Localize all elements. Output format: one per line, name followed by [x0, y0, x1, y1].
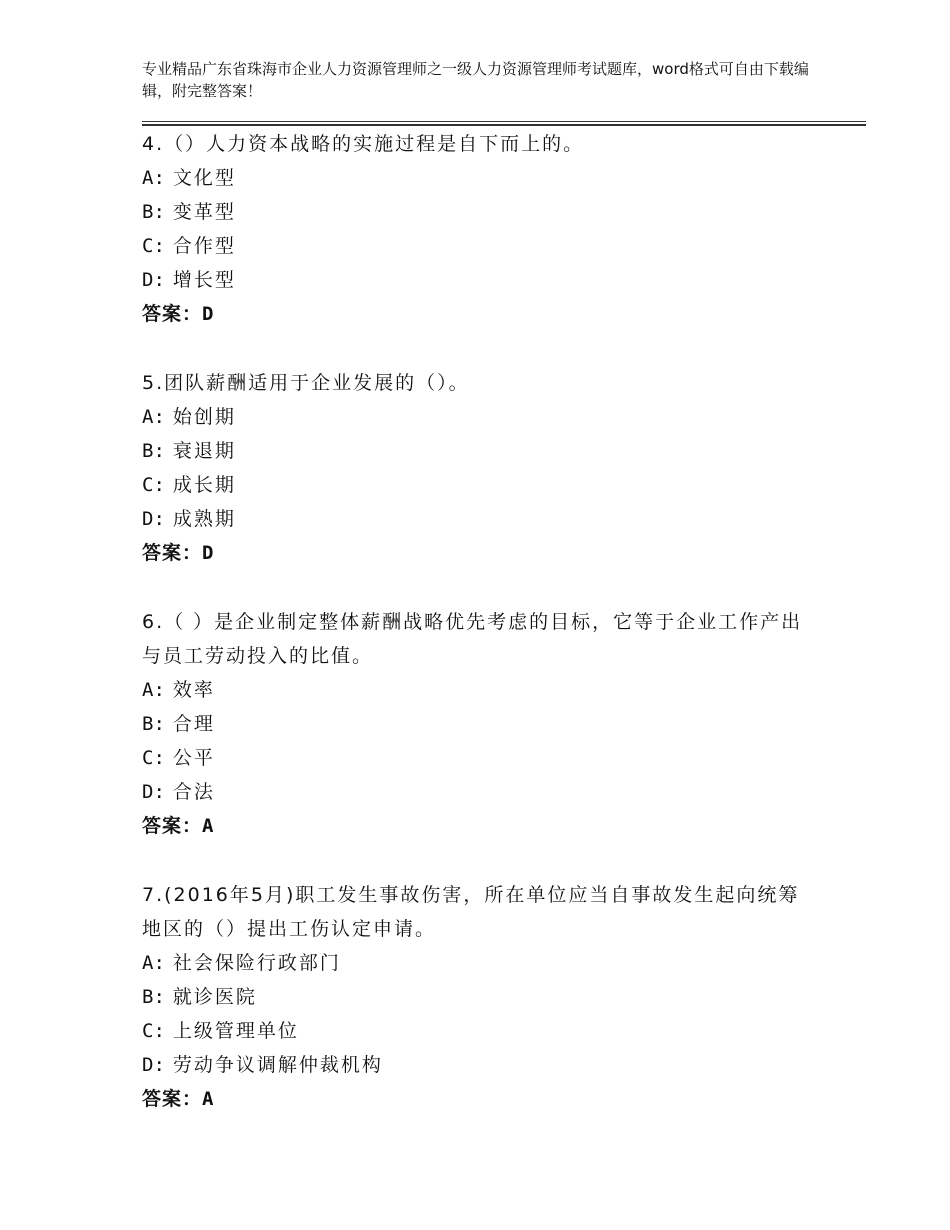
- option-key: C:: [142, 1020, 165, 1042]
- option-d: [142, 775, 810, 809]
- answer-line: [142, 1082, 810, 1116]
- document-header: 专业精品广东省珠海市企业人力资源管理师之一级人力资源管理师考试题库，word格式可自由下载编辑，附完整答案！: [142, 60, 809, 100]
- option-c: [142, 1014, 810, 1048]
- option-b: [142, 195, 822, 229]
- option-text: 始创期: [172, 406, 236, 428]
- question-6: [142, 605, 810, 843]
- option-c: [142, 468, 822, 502]
- option-a: [142, 673, 810, 707]
- question-stem: 7.(2016年5月)职工发生事故伤害，所在单位应当自事故发生起向统筹地区的（）提出工伤认定申请。: [142, 884, 800, 940]
- option-b: [142, 434, 822, 468]
- option-b: [142, 707, 810, 741]
- option-text: 社会保险行政部门: [172, 952, 341, 974]
- answer-label: 答案：: [142, 1088, 203, 1110]
- option-text: 合法: [172, 781, 215, 803]
- option-key: D:: [142, 269, 165, 291]
- option-text: 成长期: [172, 474, 236, 496]
- question-stem: 4.（）人力资本战略的实施过程是自下而上的。: [142, 133, 585, 155]
- answer-value: D: [202, 303, 215, 325]
- option-a: [142, 161, 822, 195]
- option-text: 效率: [172, 679, 215, 701]
- option-text: 成熟期: [172, 508, 236, 530]
- option-key: A:: [142, 406, 165, 428]
- option-text: 合作型: [172, 235, 236, 257]
- option-text: 就诊医院: [172, 986, 257, 1008]
- question-7: [142, 878, 810, 1116]
- answer-line: [142, 297, 822, 331]
- option-d: [142, 1048, 810, 1082]
- answer-label: 答案：: [142, 303, 203, 325]
- answer-line: [142, 809, 810, 843]
- answer-line: [142, 536, 822, 570]
- option-c: [142, 229, 822, 263]
- option-text: 上级管理单位: [172, 1020, 299, 1042]
- option-key: C:: [142, 747, 165, 769]
- option-text: 衰退期: [172, 440, 236, 462]
- header-divider: [142, 121, 866, 122]
- option-key: A:: [142, 679, 165, 701]
- question-stem: 6.（ ）是企业制定整体薪酬战略优先考虑的目标，它等于企业工作产出与员工劳动投入的比值。: [142, 611, 803, 667]
- answer-label: 答案：: [142, 815, 203, 837]
- option-key: B:: [142, 986, 165, 1008]
- question-stem: 5.团队薪酬适用于企业发展的（）。: [142, 372, 470, 394]
- option-a: [142, 946, 810, 980]
- option-text: 公平: [172, 747, 215, 769]
- option-key: B:: [142, 713, 165, 735]
- option-text: 变革型: [172, 201, 236, 223]
- option-key: C:: [142, 474, 165, 496]
- option-key: D:: [142, 508, 165, 530]
- option-key: C:: [142, 235, 165, 257]
- option-key: A:: [142, 167, 165, 189]
- header-divider-thick: [142, 124, 866, 126]
- option-text: 劳动争议调解仲裁机构: [172, 1054, 383, 1076]
- option-text: 合理: [172, 713, 215, 735]
- option-a: [142, 400, 822, 434]
- question-4: [142, 127, 822, 331]
- question-5: [142, 366, 822, 570]
- answer-value: D: [202, 542, 215, 564]
- option-c: [142, 741, 810, 775]
- option-text: 增长型: [172, 269, 236, 291]
- option-key: A:: [142, 952, 165, 974]
- option-key: D:: [142, 781, 165, 803]
- option-d: [142, 502, 822, 536]
- option-text: 文化型: [172, 167, 236, 189]
- option-d: [142, 263, 822, 297]
- option-key: B:: [142, 440, 165, 462]
- option-key: B:: [142, 201, 165, 223]
- answer-value: A: [202, 1088, 215, 1110]
- option-b: [142, 980, 810, 1014]
- answer-value: A: [202, 815, 215, 837]
- answer-label: 答案：: [142, 542, 203, 564]
- option-key: D:: [142, 1054, 165, 1076]
